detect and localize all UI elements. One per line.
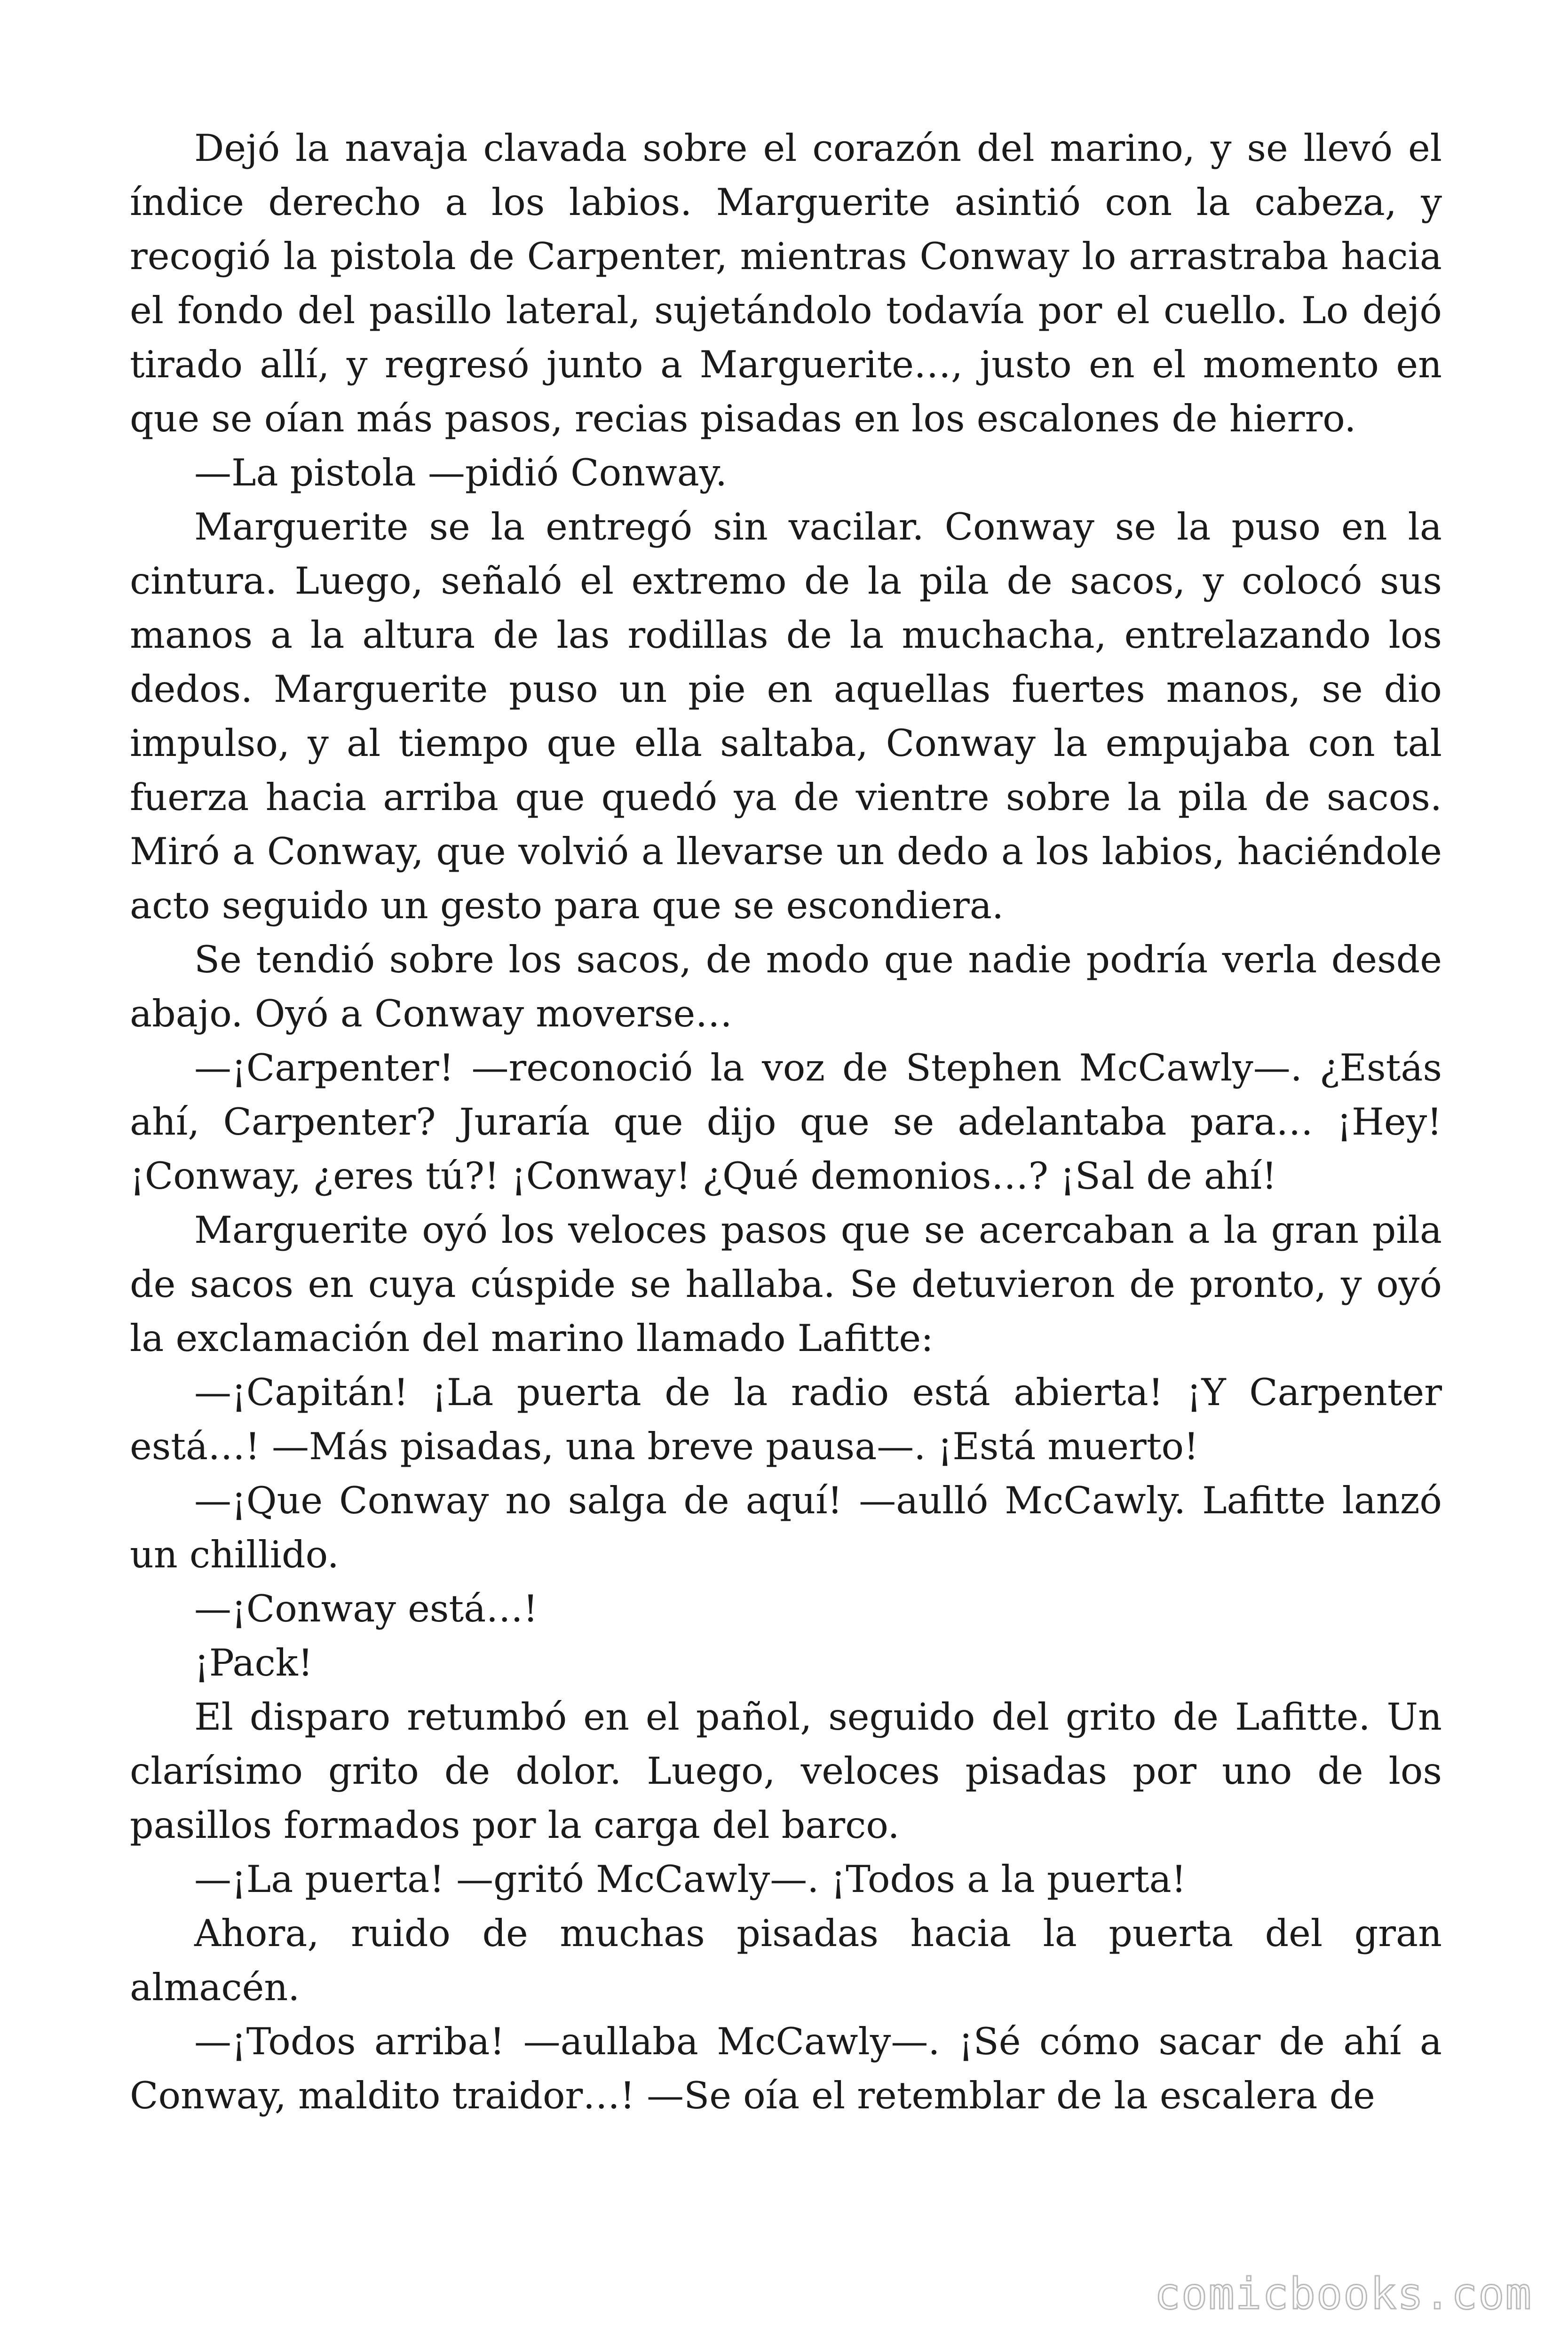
paragraph-2: —La pistola —pidió Conway. <box>194 451 728 494</box>
paragraph-10: ¡Pack! <box>194 1641 313 1685</box>
paragraph-13: Ahora, ruido de muchas pisadas hacia la puerta del gran almacén. <box>130 1912 1442 2009</box>
paragraph-6: Marguerite oyó los veloces pasos que se acercaban a la gran pila de sacos en cuya cúspide se hallaba. Se detuvieron de pronto, y oyó la exclamación del marino llamado Lafitte: <box>130 1208 1442 1360</box>
paragraph-3: Marguerite se la entregó sin vacilar. Conway se la puso en la cintura. Luego, señaló el extremo de la pila de sacos, y colocó sus manos a la altura de las rodillas de la muchacha, entrelazando los dedos. Marguerite puso un pie en aquellas fuertes manos, se dio impulso, y al tiempo que ella saltaba, Conway la empujaba con tal fuerza hacia arriba que quedó ya de vientre sobre la pila de sacos. Miró a Conway, que volvió a llevarse un dedo a los labios, haciéndole acto seguido un gesto para que se escondiera. <box>130 505 1442 927</box>
paragraph-14: —¡Todos arriba! —aullaba McCawly—. ¡Sé cómo sacar de ahí a Conway, maldito traidor…! —Se oía el retemblar de la escalera de <box>130 2020 1442 2117</box>
paragraph-12: —¡La puerta! —gritó McCawly—. ¡Todos a la puerta! <box>194 1858 1187 1901</box>
book-page-text <box>130 121 1442 2123</box>
watermark-text: comicbooks.com <box>1154 2269 1532 2319</box>
paragraph-8: —¡Que Conway no salga de aquí! —aulló McCawly. Lafitte lanzó un chillido. <box>130 1479 1442 1576</box>
paragraph-5: —¡Carpenter! —reconoció la voz de Stephen McCawly—. ¿Estás ahí, Carpenter? Juraría que dijo que se adelantaba para… ¡Hey! ¡Conway, ¿eres tú?! ¡Conway! ¿Qué demonios…? ¡Sal de ahí! <box>130 1046 1442 1198</box>
paragraph-7: —¡Capitán! ¡La puerta de la radio está abierta! ¡Y Carpenter está…! —Más pisadas, una breve pausa—. ¡Está muerto! <box>130 1371 1442 1468</box>
paragraph-9: —¡Conway está…! <box>194 1587 538 1630</box>
paragraph-4: Se tendió sobre los sacos, de modo que nadie podría verla desde abajo. Oyó a Conway moverse… <box>130 938 1442 1035</box>
paragraph-1: Dejó la navaja clavada sobre el corazón del marino, y se llevó el índice derecho a los labios. Marguerite asintió con la cabeza, y recogió la pistola de Carpenter, mientras Conway lo arrastraba hacia el fondo del pasillo lateral, sujetándolo todavía por el cuello. Lo dejó tirado allí, y regresó junto a Marguerite…, justo en el momento en que se oían más pasos, recias pisadas en los escalones de hierro. <box>130 127 1442 440</box>
paragraph-11: El disparo retumbó en el pañol, seguido del grito de Lafitte. Un clarísimo grito de dolor. Luego, veloces pisadas por uno de los pasillos formados por la carga del barco. <box>130 1695 1442 1847</box>
